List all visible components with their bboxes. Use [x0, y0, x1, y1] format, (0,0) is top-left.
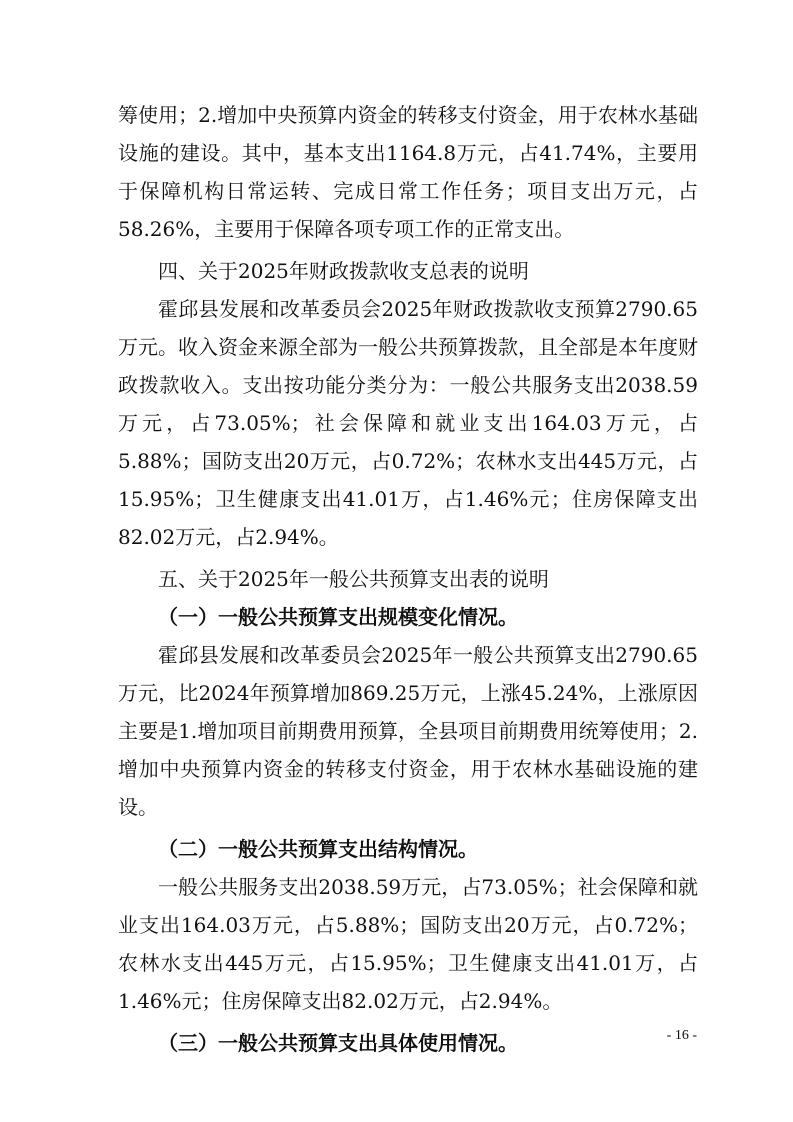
subheading-scale-change: （一）一般公共预算支出规模变化情况。 [158, 605, 518, 629]
document-body [118, 96, 698, 1062]
paragraph-basic-expenditure: 筹使用；2.增加中央预算内资金的转移支付资金，用于农林水基础设施的建设。其中，基本支出1164.8万元，占41.74%，主要用于保障机构日常运转、完成日常工作任务；项目支出万元，占58.26%，主要用于保障各项专项工作的正常支出。 [118, 103, 698, 241]
paragraph-fiscal-appropriation: 霍邱县发展和改革委员会2025年财政拨款收支预算2790.65万元。收入资金来源全部为一般公共预算拨款，且全部是本年度财政拨款收入。支出按功能分类分为：一般公共服务支出2038.59万元，占73.05%；社会保障和就业支出164.03万元，占5.88%；国防支出20万元，占0.72%；农林水支出445万元，占15.95%；卫生健康支出41.01万，占1.46%元；住房保障支出82.02万元，占2.94%。 [118, 297, 698, 549]
page-number: - 16 - [666, 1028, 697, 1043]
paragraph-scale-change: 霍邱县发展和改革委员会2025年一般公共预算支出2790.65万元，比2024年预算增加869.25万元，上涨45.24%，上涨原因主要是1.增加项目前期费用预算，全县项目前期费用统筹使用；2.增加中央预算内资金的转移支付资金，用于农林水基础设施的建设。 [118, 643, 698, 819]
section-heading-5: 五、关于2025年一般公共预算支出表的说明 [158, 567, 549, 591]
subheading-structure: （二）一般公共预算支出结构情况。 [158, 837, 478, 861]
section-heading-4: 四、关于2025年财政拨款收支总表的说明 [158, 259, 529, 283]
subheading-specific-use: （三）一般公共预算支出具体使用情况。 [158, 1031, 518, 1055]
paragraph-structure: 一般公共服务支出2038.59万元，占73.05%；社会保障和就业支出164.03万元，占5.88%；国防支出20万元，占0.72%；农林水支出445万元，占15.95%；卫生健康支出41.01万，占1.46%元；住房保障支出82.02万元，占2.94%。 [118, 875, 698, 1013]
